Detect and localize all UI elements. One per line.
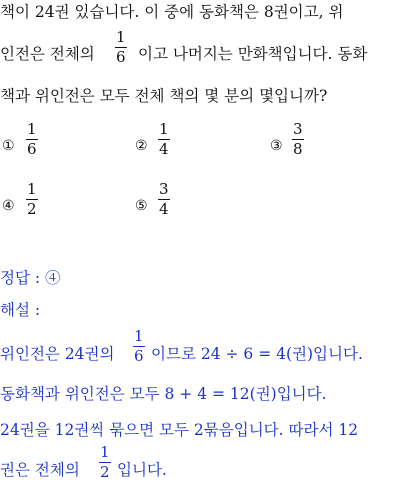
- fraction-denominator: 2: [100, 463, 110, 481]
- choice-2-fraction: [158, 121, 170, 158]
- choice-2-marker: ②: [135, 138, 148, 154]
- explanation-fraction-1: [133, 328, 145, 365]
- problem-fraction: [115, 29, 127, 66]
- problem-line-2-end: 이고 나머지는 만화책입니다. 동화: [138, 45, 368, 63]
- explanation-line-3: 24권을 12권씩 묶으면 모두 2묶음입니다. 따라서 12: [0, 421, 359, 439]
- fraction-denominator: 6: [116, 48, 126, 66]
- fraction-numerator: 1: [116, 28, 126, 46]
- fraction-numerator: 1: [100, 443, 110, 461]
- explanation-line-4-start: 권은 전체의: [0, 461, 80, 479]
- explanation-label: 해설 :: [0, 301, 41, 319]
- fraction-denominator: 4: [159, 140, 169, 158]
- choice-1-fraction: [26, 121, 38, 158]
- fraction-numerator: 3: [293, 120, 303, 138]
- fraction-numerator: 1: [134, 327, 144, 345]
- problem-line-2-start: 인전은 전체의: [0, 45, 95, 63]
- fraction-denominator: 8: [293, 140, 303, 158]
- choice-5-fraction: [158, 181, 170, 218]
- problem-line-1: 책이 24권 있습니다. 이 중에 동화책은 8권이고, 위: [0, 3, 344, 21]
- fraction-denominator: 6: [27, 140, 37, 158]
- fraction-denominator: 6: [134, 347, 144, 365]
- explanation-fraction-2: [99, 444, 111, 481]
- choice-4-fraction: [26, 181, 38, 218]
- explanation-line-1-start: 위인전은 24권의: [0, 345, 115, 363]
- fraction-numerator: 1: [27, 180, 37, 198]
- choice-4-marker: ④: [2, 198, 15, 214]
- fraction-numerator: 3: [159, 180, 169, 198]
- fraction-denominator: 2: [27, 200, 37, 218]
- answer-label: 정답 : ④: [0, 269, 61, 287]
- choice-3-fraction: [292, 121, 304, 158]
- problem-line-3: 책과 위인전은 모두 전체 책의 몇 분의 몇입니까?: [0, 87, 328, 105]
- explanation-line-1-end: 이므로 24 ÷ 6 = 4(권)입니다.: [151, 345, 363, 363]
- explanation-line-2: 동화책과 위인전은 모두 8 + 4 = 12(권)입니다.: [0, 385, 327, 403]
- fraction-numerator: 1: [159, 120, 169, 138]
- fraction-denominator: 4: [159, 200, 169, 218]
- choice-5-marker: ⑤: [135, 198, 148, 214]
- choice-3-marker: ③: [270, 138, 283, 154]
- choice-1-marker: ①: [2, 138, 15, 154]
- explanation-line-4-end: 입니다.: [117, 461, 167, 479]
- fraction-numerator: 1: [27, 120, 37, 138]
